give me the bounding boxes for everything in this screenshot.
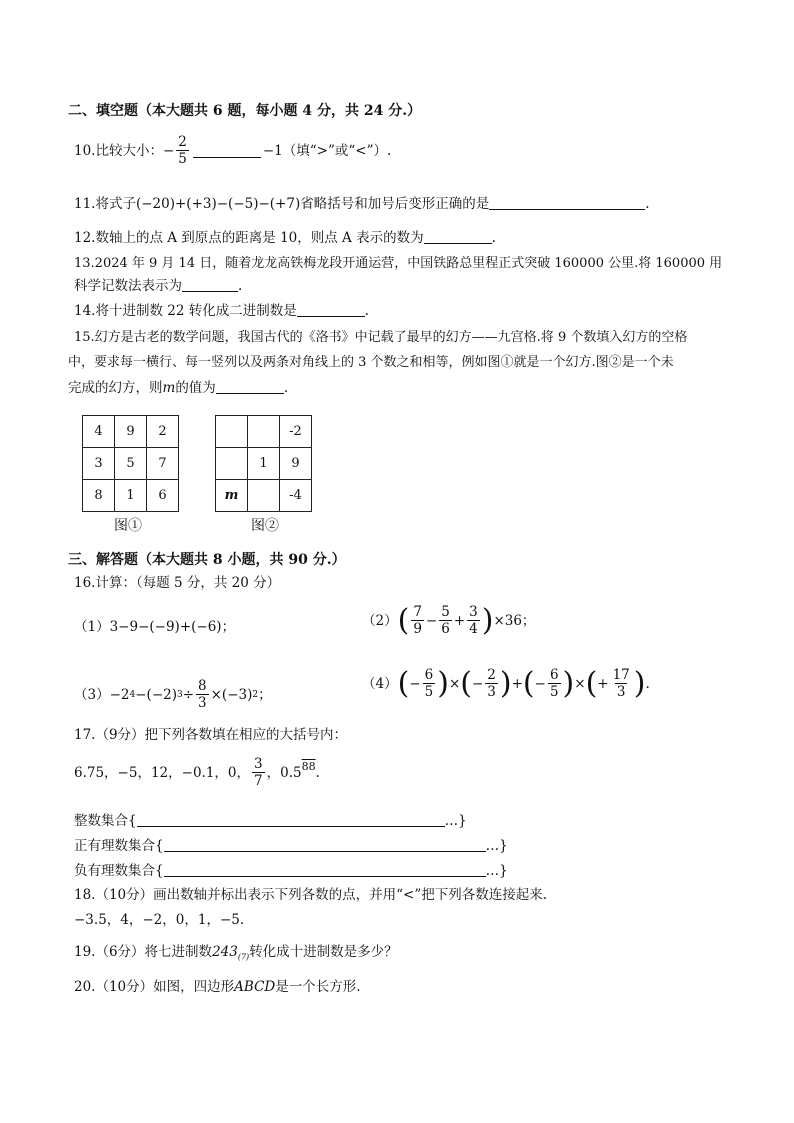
question-11 — [74, 195, 650, 213]
open-paren: ( — [460, 665, 472, 701]
q13-end: . — [238, 278, 243, 294]
terminator: . — [645, 675, 650, 692]
table-row — [216, 416, 312, 448]
q12-end: . — [491, 230, 496, 246]
positive-rational-set — [74, 837, 508, 855]
cell: 8 — [83, 480, 115, 512]
q11-end: . — [645, 196, 650, 212]
minus-sign: − — [471, 675, 484, 692]
denominator: 4 — [469, 621, 478, 637]
question-15-line1: 15.幻方是古老的数学问题，我国古代的《洛书》中记载了最早的幻方——九宫格.将 9 个数填入幻方的空格 — [74, 330, 688, 345]
q14-text: 14.将十进制数 22 转化成二进制数是 — [74, 303, 297, 319]
open-paren: ( — [397, 602, 410, 638]
q10-num: 2 — [178, 134, 187, 150]
cell: -4 — [280, 480, 312, 512]
numerator: 3 — [254, 756, 263, 772]
fraction — [252, 756, 265, 789]
operator: ÷ — [182, 686, 195, 703]
cell: 5 — [115, 448, 147, 480]
table-row — [216, 480, 312, 512]
set-label: 负有理数集合{ — [74, 863, 164, 879]
q14-end: . — [364, 303, 370, 319]
cell: 6 — [147, 480, 179, 512]
question-18-line2: −3.5，4，−2，0，1，−5. — [74, 912, 245, 928]
q14-answer-blank[interactable] — [297, 302, 365, 317]
question-12 — [74, 229, 496, 247]
q10-den: 5 — [178, 151, 187, 167]
set-tail: …} — [485, 863, 508, 879]
terminator: . — [315, 764, 320, 781]
table-row — [83, 416, 179, 448]
cell: 4 — [83, 416, 115, 448]
denominator: 3 — [198, 695, 207, 711]
set-label: 正有理数集合{ — [74, 838, 164, 854]
q16-p4-label: （4） — [362, 675, 398, 692]
terminator: ； — [258, 686, 272, 703]
denominator: 6 — [441, 621, 450, 637]
close-paren: ) — [437, 665, 449, 701]
close-paren: ) — [499, 665, 512, 701]
numerator: 2 — [487, 667, 496, 683]
open-paren: ( — [585, 665, 598, 701]
q12-text: 12.数轴上的点 A 到原点的距离是 10，则点 A 表示的数为 — [74, 230, 424, 246]
question-14 — [74, 302, 369, 320]
fraction — [196, 678, 209, 711]
set-tail: …} — [444, 813, 467, 829]
negative-rational-set — [74, 862, 508, 880]
q16-p2-label: （2） — [362, 612, 398, 629]
q16-p3-label: （3） — [74, 686, 110, 703]
denominator: 5 — [549, 684, 559, 700]
number-list: ，0.5 — [266, 764, 302, 781]
operator: − — [425, 612, 438, 629]
q10-fraction — [176, 134, 189, 167]
question-18-line1: 18.（10分）画出数轴并标出表示下列各数的点，并用“<”把下列各数连接起来. — [74, 887, 548, 903]
fraction — [467, 604, 480, 637]
term: −2 — [109, 686, 130, 703]
fraction — [423, 667, 436, 700]
cell: -2 — [280, 416, 312, 448]
denominator: 3 — [487, 684, 496, 700]
exponent: 3 — [176, 689, 183, 700]
magic-square-1 — [82, 415, 179, 512]
q16-part-2 — [362, 604, 535, 637]
fraction — [411, 604, 424, 637]
q12-answer-blank[interactable] — [424, 229, 492, 244]
magic-square-2 — [215, 415, 312, 512]
cell — [248, 416, 280, 448]
positive-rational-set-blank[interactable] — [164, 837, 486, 852]
exponent: 2 — [252, 689, 259, 700]
cell: 7 — [147, 448, 179, 480]
cell: m — [216, 480, 248, 512]
open-paren: ( — [522, 665, 535, 701]
number-list: 6.75，−5，12，−0.1，0， — [74, 764, 251, 781]
figure-2-caption: 图② — [251, 518, 279, 534]
numerator: 7 — [413, 604, 422, 620]
question-15-line3 — [68, 379, 288, 397]
question-13-line2 — [74, 277, 242, 295]
term: −(−2) — [135, 686, 177, 703]
q10-suffix: −1（填“>”或“<”）. — [262, 142, 392, 159]
cell: 2 — [147, 416, 179, 448]
cell: 3 — [83, 448, 115, 480]
numerator: 6 — [424, 667, 434, 683]
fraction — [485, 667, 498, 700]
term: ×(−3) — [210, 686, 253, 703]
plus-sign: + — [597, 675, 609, 692]
question-10 — [74, 134, 391, 167]
cell: 9 — [115, 416, 147, 448]
operator: + — [511, 675, 523, 692]
question-20 — [74, 978, 361, 996]
q10-prefix: 10.比较大小：− — [74, 142, 175, 159]
minus-sign: − — [409, 675, 421, 692]
q19-text-pre: 19.（6分）将七进制数 — [74, 944, 213, 960]
q13-answer-blank[interactable] — [182, 277, 238, 292]
denominator: 5 — [424, 684, 434, 700]
close-paren: ) — [481, 602, 494, 638]
denominator: 9 — [413, 621, 422, 637]
close-paren: ) — [633, 665, 646, 701]
q16-part-1: （1）3−9−(−9)+(−6)； — [74, 619, 236, 635]
cell — [216, 448, 248, 480]
numerator: 5 — [441, 604, 450, 620]
table-row — [216, 448, 312, 480]
operator: × — [448, 675, 461, 692]
q15-end: . — [283, 380, 289, 396]
close-paren: ) — [562, 665, 575, 701]
repeating-digits: 88 — [301, 759, 316, 773]
minus-sign: − — [534, 675, 546, 692]
q20-text-pre: 20.（10分）如图，四边形 — [74, 979, 235, 995]
q15-text-post: 的值为 — [175, 380, 216, 396]
q11-text: 11.将式子(−20)+(+3)−(−5)−(+7)省略括号和加号后变形正确的是 — [74, 196, 490, 212]
q17-numbers — [74, 756, 320, 789]
q15-answer-blank[interactable] — [216, 379, 284, 394]
denominator: 7 — [254, 773, 263, 789]
set-tail: …} — [485, 838, 508, 854]
q11-answer-blank[interactable] — [489, 195, 645, 210]
q15-variable: m — [162, 380, 176, 396]
q20-variable: ABCD — [234, 979, 276, 995]
numerator: 6 — [549, 667, 559, 683]
integer-set — [74, 812, 467, 830]
section-2-heading: 二、填空题（本大题共 6 题，每小题 4 分，共 24 分.） — [68, 103, 422, 119]
denominator: 3 — [616, 684, 626, 700]
table-row — [83, 480, 179, 512]
figure-1-caption: 图① — [114, 518, 142, 534]
cell — [216, 416, 248, 448]
exponent: 4 — [129, 689, 136, 700]
cell: 1 — [115, 480, 147, 512]
question-19 — [74, 943, 398, 967]
cell — [248, 480, 280, 512]
q19-base: (7) — [237, 952, 250, 962]
q16-part-3 — [74, 678, 272, 711]
fraction — [611, 667, 632, 700]
question-17-title: 17.（9分）把下列各数填在相应的大括号内： — [74, 727, 348, 743]
q16-p2-tail: ×36； — [493, 612, 536, 629]
operator: × — [574, 675, 586, 692]
fraction — [439, 604, 452, 637]
cell: 1 — [248, 448, 280, 480]
fraction — [548, 667, 561, 700]
open-paren: ( — [397, 665, 410, 701]
question-15-line2: 中，要求每一横行、每一竖列以及两条对角线上的 3 个数之和相等，例如图①就是一个幻方.图②是一个未 — [68, 355, 674, 370]
operator: + — [453, 612, 466, 629]
q19-text-post: 转化成十进制数是多少？ — [249, 944, 398, 960]
q20-text-post: 是一个长方形. — [275, 979, 361, 995]
set-label: 整数集合{ — [74, 813, 137, 829]
numerator: 17 — [612, 667, 630, 683]
numerator: 8 — [198, 678, 207, 694]
q19-number: 243 — [212, 944, 238, 960]
section-3-heading: 三、解答题（本大题共 8 小题，共 90 分.） — [68, 552, 346, 568]
q16-part-4 — [362, 667, 650, 700]
integer-set-blank[interactable] — [137, 812, 445, 827]
q13-text: 科学记数法表示为 — [74, 278, 182, 294]
question-16-title: 16.计算：（每题 5 分，共 20 分） — [74, 575, 281, 591]
table-row — [83, 448, 179, 480]
q10-answer-blank[interactable] — [193, 143, 261, 158]
numerator: 3 — [469, 604, 478, 620]
q15-text-pre: 完成的幻方，则 — [68, 380, 163, 396]
cell: 9 — [280, 448, 312, 480]
negative-rational-set-blank[interactable] — [164, 862, 486, 877]
question-13-line1: 13.2024 年 9 月 14 日，随着龙龙高铁梅龙段开通运营，中国铁路总里程正式突破 160000 公里.将 160000 用 — [74, 256, 723, 271]
